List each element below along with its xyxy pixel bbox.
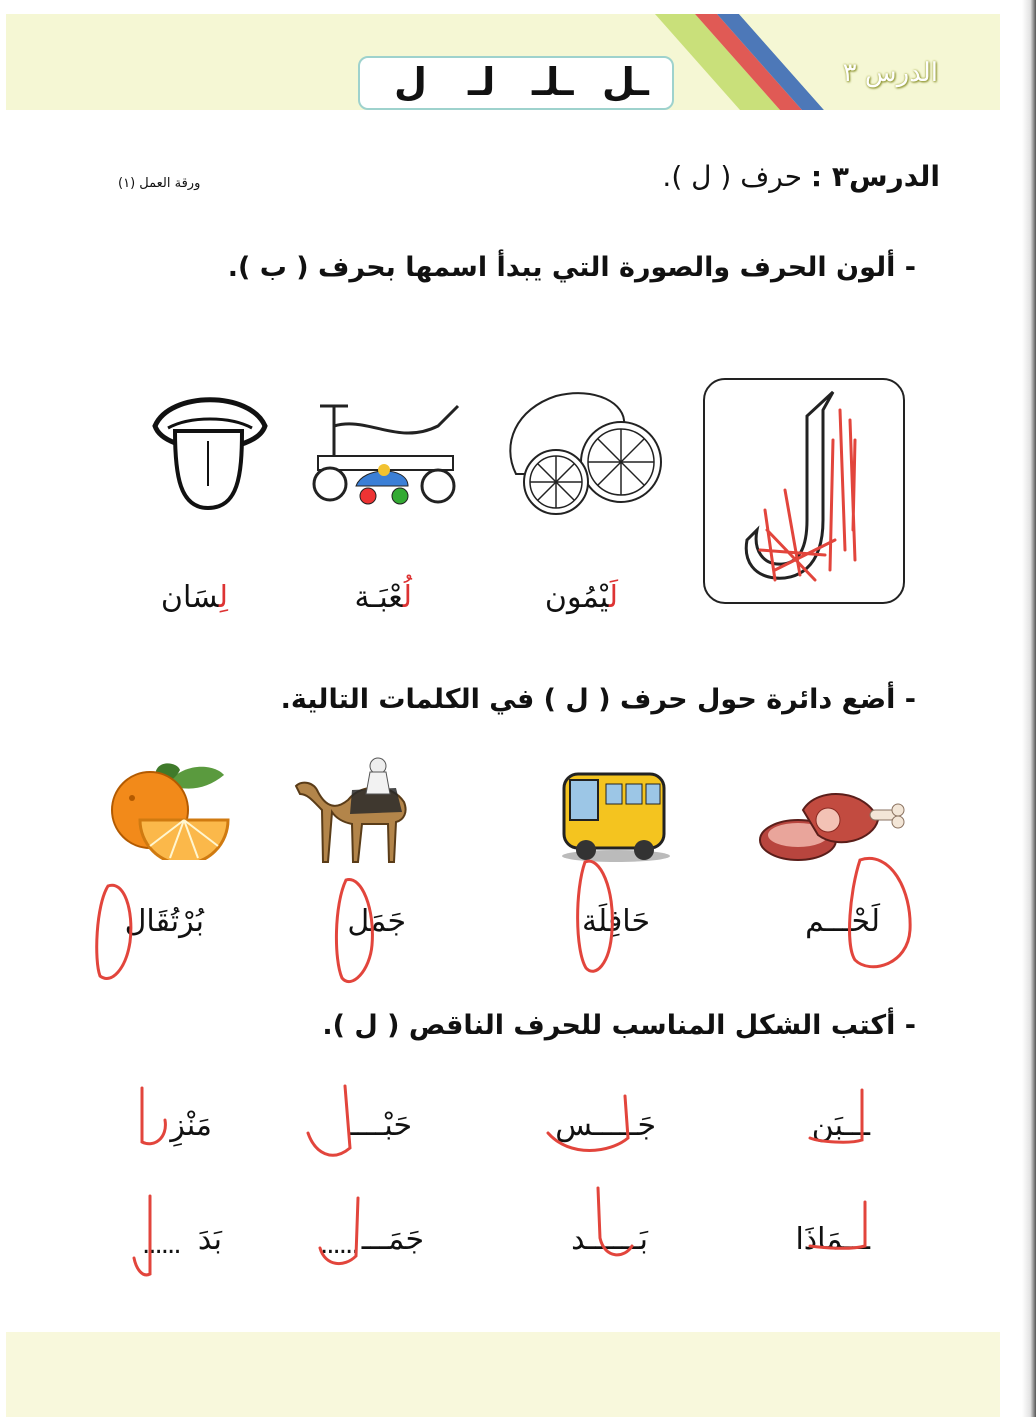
lesson-number-label: الدرس ٣ bbox=[842, 58, 938, 88]
letter-form-final: ـل bbox=[602, 60, 649, 104]
fill-word-3[interactable]: حَبْــــ bbox=[349, 1108, 412, 1143]
word-tongue: لِسَان bbox=[160, 580, 228, 615]
fill-word-1[interactable]: ـــبَن bbox=[811, 1108, 870, 1143]
section2-instruction: - أضع دائرة حول حرف ( ل ) في الكلمات التالية. bbox=[280, 684, 916, 715]
lesson-title-letter: حرف ( ل ). bbox=[662, 160, 802, 193]
section3-instruction: - أكتب الشكل المناسب للحرف الناقص ( ل ). bbox=[322, 1010, 916, 1041]
letter-form-medial: ـلـ bbox=[532, 60, 574, 104]
worksheet-label: ورقة العمل (١) bbox=[118, 176, 201, 191]
footer-band bbox=[6, 1332, 1000, 1417]
word-meat: لَحْـــم bbox=[805, 904, 880, 939]
fill-word-2[interactable]: جَـــــس bbox=[555, 1108, 656, 1143]
letter-form-initial: لـ bbox=[468, 60, 496, 104]
fill-word-8[interactable]: بَدَ bbox=[197, 1222, 222, 1257]
toy-icon bbox=[308, 386, 466, 516]
letter-form-isolated: ل bbox=[394, 60, 427, 104]
tongue-icon bbox=[150, 386, 270, 514]
student-circles-annotation bbox=[90, 850, 930, 1000]
letter-card[interactable] bbox=[703, 378, 905, 604]
blank-dots-7: ...... bbox=[320, 1230, 358, 1260]
camel-icon bbox=[292, 752, 426, 866]
lemon-icon bbox=[496, 384, 668, 516]
word-orange: بُرْتُقَال bbox=[124, 904, 204, 939]
orange-icon bbox=[106, 760, 230, 860]
blank-dots-8: ...... bbox=[142, 1230, 180, 1260]
fill-word-5[interactable]: ـــمَاذَا bbox=[795, 1222, 870, 1257]
section1-instruction: - ألون الحرف والصورة التي يبدأ اسمها بحرف ( ب ). bbox=[227, 252, 916, 283]
word-toy: لُعْبَـة bbox=[354, 580, 412, 615]
word-bus: حَافِلَة bbox=[581, 904, 650, 939]
word-lemon: لَيْمُون bbox=[544, 580, 618, 615]
lesson-title-bold: الدرس٣ : bbox=[810, 160, 940, 193]
student-writing-annotation bbox=[120, 1078, 880, 1298]
fill-word-7[interactable]: جَمَـــ bbox=[361, 1222, 424, 1257]
page-edge-shadow bbox=[1022, 0, 1036, 1417]
fill-word-4[interactable]: مَنْزِ bbox=[170, 1108, 212, 1143]
header-stripes bbox=[655, 14, 835, 110]
letter-lam-outline-icon bbox=[705, 380, 903, 602]
letter-forms-box bbox=[358, 56, 674, 110]
word-camel: جَمَل bbox=[347, 904, 406, 939]
fill-word-6[interactable]: بَــــــد bbox=[571, 1222, 648, 1257]
lesson-title bbox=[662, 160, 940, 193]
